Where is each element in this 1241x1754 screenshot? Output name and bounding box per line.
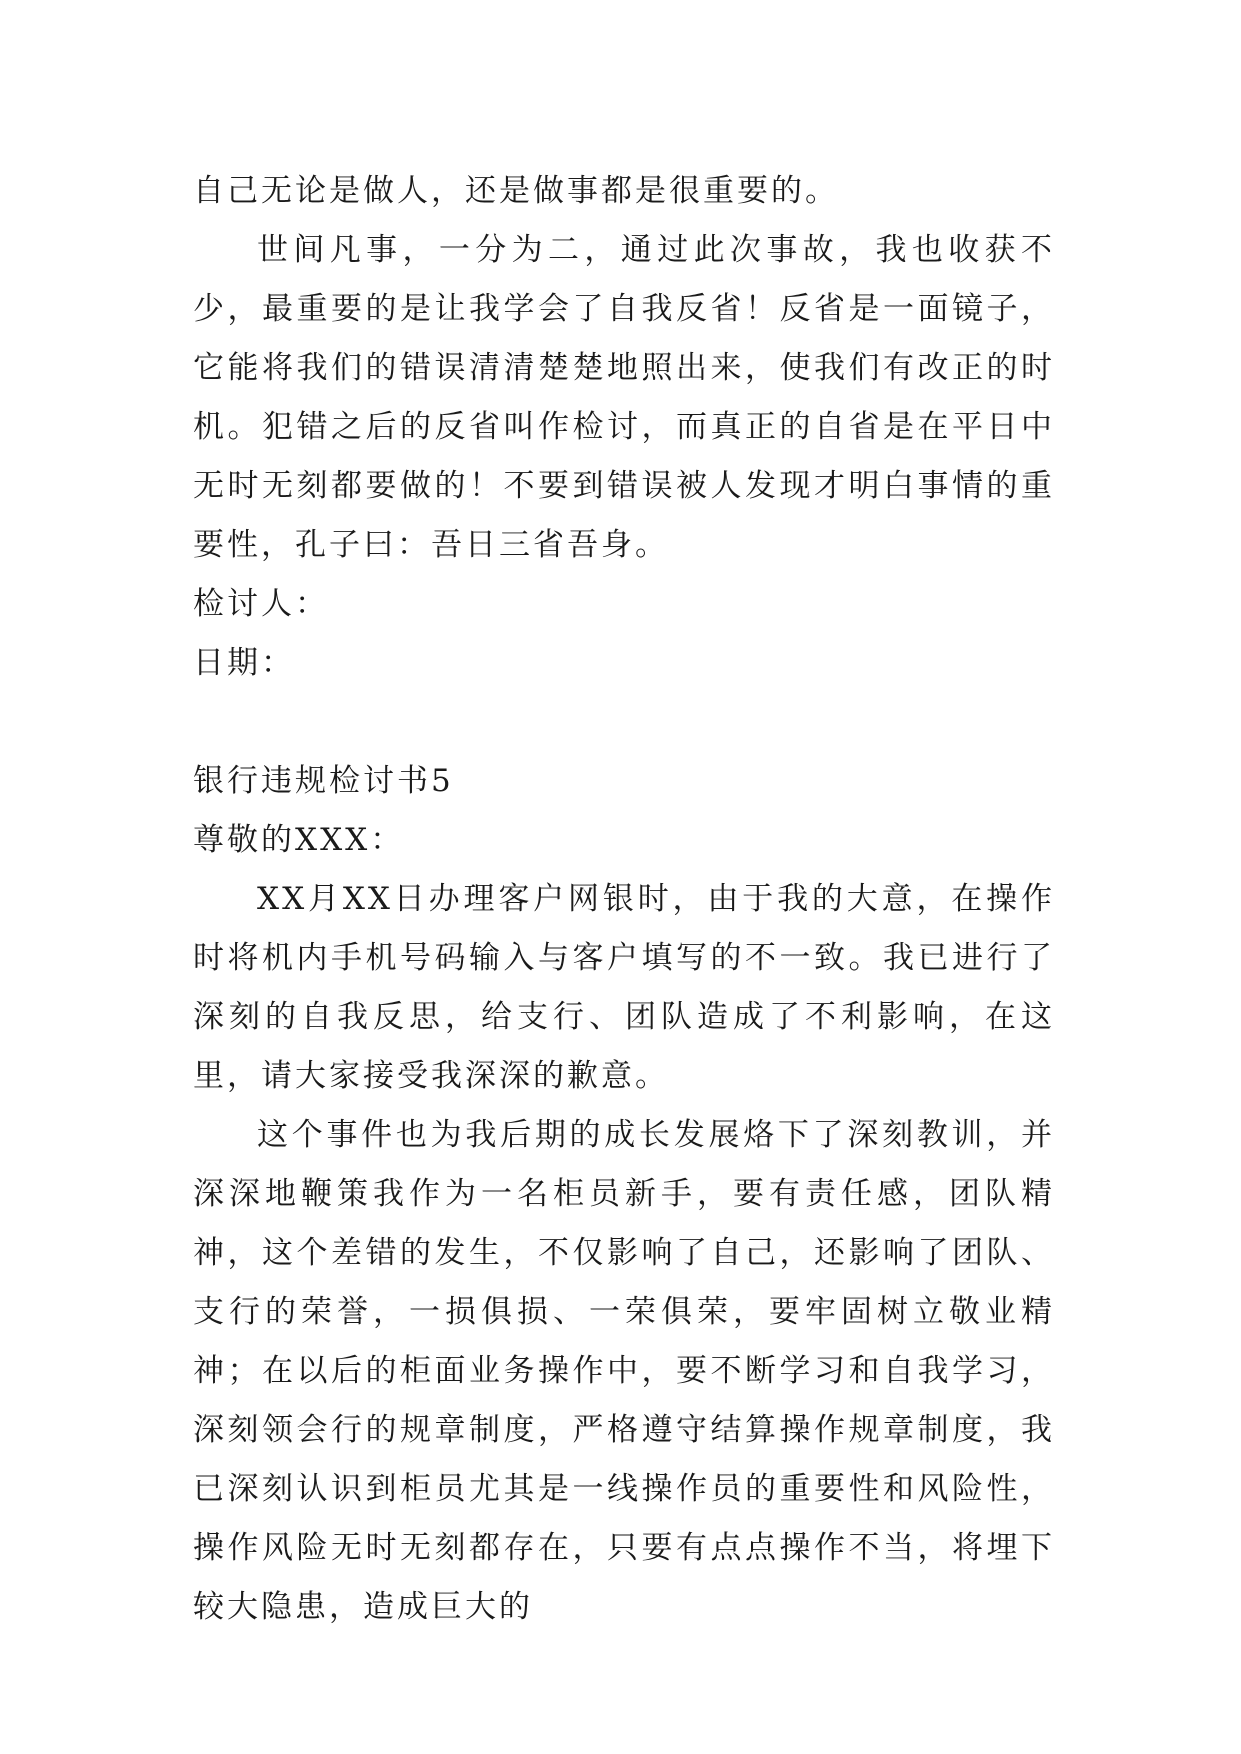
section-title: 银行违规检讨书5 [193,763,454,799]
blank-line [193,693,1055,752]
paragraph-self-reflection: 世间凡事，一分为二，通过此次事故，我也收获不少，最重要的是让我学会了自我反省！反省是一面镜子，它能将我们的错误清清楚楚地照出来，使我们有改正的时机。犯错之后的反省叫作检讨，而真正的自省是在平日中无时无刻都要做的！不要到错误被人发现才明白事情的重要性，孔子曰：吾日三省吾身。 [193,232,1055,563]
document-body [193,162,1055,1637]
salutation: 尊敬的XXX： [193,822,405,858]
date-label: 日期： [193,645,295,681]
paragraph-incident: XX月XX日办理客户网银时，由于我的大意，在操作时将机内手机号码输入与客户填写的不一致。我已进行了深刻的自我反思，给支行、团队造成了不利影响，在这里，请大家接受我深深的歉意。 [193,881,1055,1094]
signer-label: 检讨人： [193,586,329,622]
paragraph-lesson: 这个事件也为我后期的成长发展烙下了深刻教训，并深深地鞭策我作为一名柜员新手，要有责任感，团队精神，这个差错的发生，不仅影响了自己，还影响了团队、支行的荣誉，一损俱损、一荣俱荣，要牢固树立敬业精神；在以后的柜面业务操作中，要不断学习和自我学习，深刻领会行的规章制度，严格遵守结算操作规章制度，我已深刻认识到柜员尤其是一线操作员的重要性和风险性，操作风险无时无刻都存在，只要有点点操作不当，将埋下较大隐患，造成巨大的 [193,1117,1055,1625]
paragraph-continuation: 自己无论是做人，还是做事都是很重要的。 [193,173,839,209]
